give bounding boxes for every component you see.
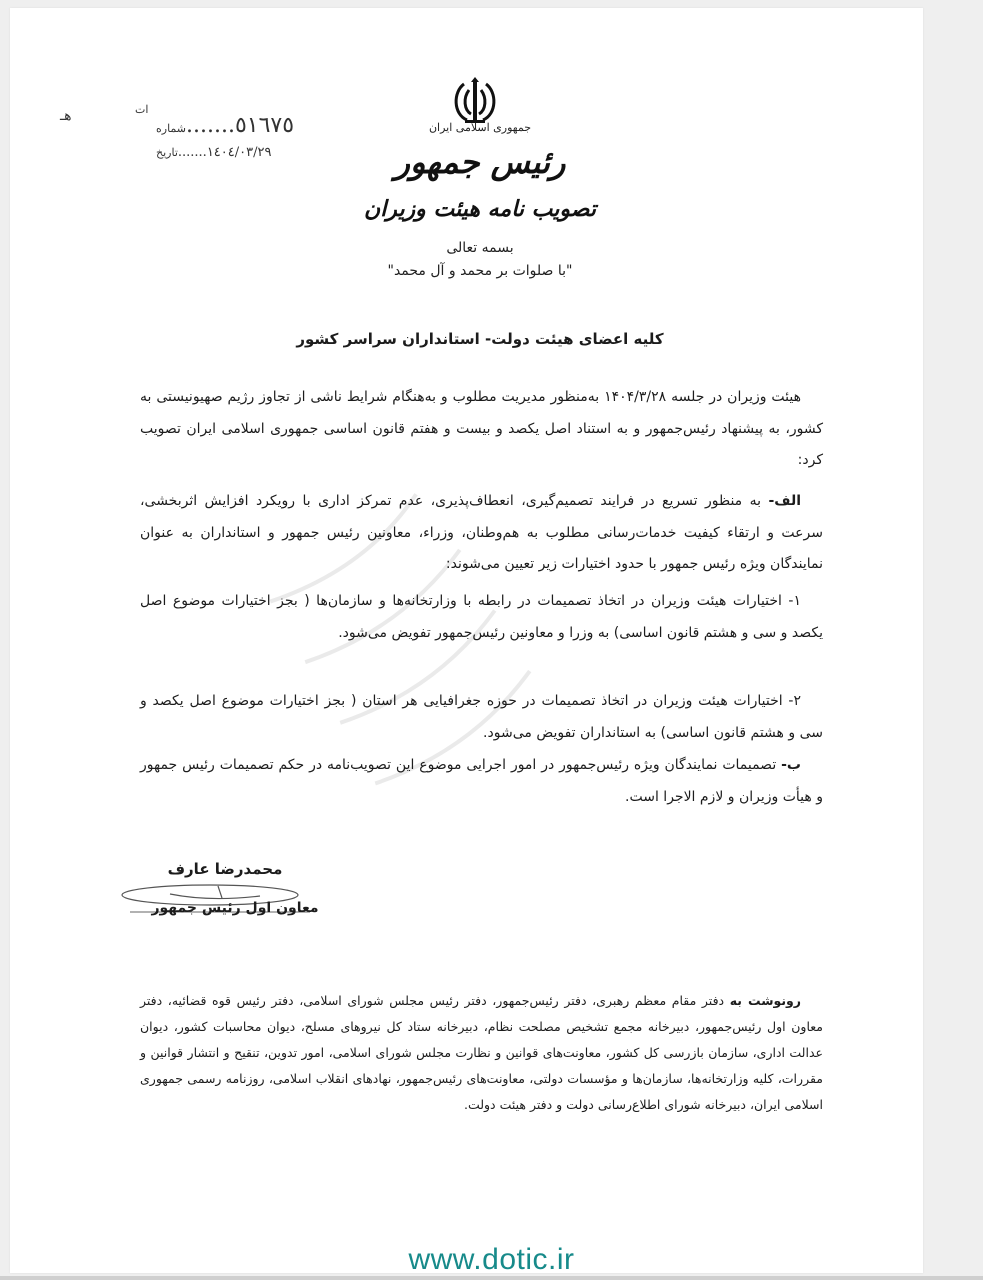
republic-title: جمهوری اسلامی ایران bbox=[428, 121, 532, 134]
paragraph-item-1: ۱- اختیارات هیئت وزیران در اتخاذ تصمیمات در رابطه با وزارتخانه‌ها و سازمان‌ها ( بجز اختیارات موضوع اصل یکصد و سی و هشتم قانون اساسی) به وزرا و معاونین رئیس‌جمهور تفویض می‌شود. bbox=[140, 593, 823, 641]
signatory-name: محمدرضا عارف bbox=[167, 860, 283, 878]
cc-label: رونوشت به bbox=[729, 993, 801, 1008]
be-label: ب- bbox=[781, 757, 802, 773]
president-title: رئیس جمهور bbox=[394, 143, 566, 181]
letter-number-label: شماره bbox=[156, 122, 187, 135]
alef-text: به منظور تسریع در فرایند تصمیم‌گیری، انعطاف‌پذیری، عدم تمرکز اداری با رویکرد افزایش اثربخشی، سرعت و ارتقاء کیفیت خدمات‌رسانی مطلوب به هم‌وطنان، وزراء، معاونین رئیس جمهور و استانداران به عنوان نمایندگان ویژه رئیس جمهور با حدود اختیارات زیر تعیین می‌شوند: bbox=[140, 493, 823, 572]
cc-text: دفتر مقام معظم رهبری، دفتر رئیس‌جمهور، دفتر رئیس مجلس شورای اسلامی، دفتر رئیس قوه قضائیه، دفتر معاون اول رئیس‌جمهور، دبیرخانه مجمع تشخیص مصلحت نظام، دبیرخانه ستاد کل نیروهای مسلح، دیوان محاسبات کشور، دیوان عدالت اداری، سازمان بازرسی کل کشور، معاونت‌های قوانین و نظارت مجلس شورای اسلامی، امور تدوین، تنقیح و انتشار قوانین و مقررات، کلیه وزارتخانه‌ها، سازمان‌ها و مؤسسات دولتی، معاونت‌های رئیس‌جمهور، نهادهای انقلاب اسلامی، روزنامه رسمی جمهوری اسلامی ایران، دبیرخانه شورای اطلاع‌رسانی دولت و دفتر هیئت دولت. bbox=[140, 993, 823, 1112]
bottom-edge-divider bbox=[0, 1276, 983, 1280]
be-text: تصمیمات نمایندگان ویژه رئیس‌جمهور در امور اجرایی موضوع این تصویب‌نامه در حکم تصمیمات رئیس جمهور و هیأت وزیران و لازم الاجرا است. bbox=[140, 757, 823, 805]
cc-block bbox=[140, 988, 823, 1118]
paragraph-alef bbox=[140, 486, 823, 581]
paragraph-be bbox=[140, 750, 823, 813]
paragraph-intro: هیئت وزیران در جلسه ۱۴۰۴/۳/۲۸ به‌منظور مدیریت مطلوب و به‌هنگام شرایط ناشی از تجاوز رژیم صهیونیستی به کشور، به پیشنهاد رئیس‌جمهور و به استناد اصل یکصد و بیست و هفتم قانون اساسی جمهوری اسلامی ایران تصویب کرد: bbox=[140, 389, 823, 468]
salawat: "با صلوات بر محمد و آل محمد" bbox=[387, 263, 573, 279]
letter-number bbox=[150, 113, 294, 138]
paragraph-item-2: ۲- اختیارات هیئت وزیران در اتخاذ تصمیمات در حوزه جغرافیایی هر استان ( بجز اختیارات موضوع اصل یکصد و سی و هشتم قانون اساسی) به استانداران تفویض می‌شود. bbox=[140, 693, 823, 741]
ref-prefix: هـ bbox=[60, 108, 72, 124]
letter-date-label: تاریخ bbox=[156, 146, 178, 159]
reference-block bbox=[60, 103, 295, 183]
source-url-link[interactable]: www.dotic.ir bbox=[408, 1243, 575, 1276]
resolution-title: تصویب نامه هیئت وزیران bbox=[364, 196, 596, 222]
recipient-line: کلیه اعضای هیئت دولت- استانداران سراسر کشور bbox=[296, 330, 664, 348]
letter-date-value: ١٤٠٤/٠٣/٢٩....... bbox=[177, 145, 272, 160]
letter-date bbox=[150, 145, 271, 160]
letter-number-value: ٥١٦٧٥....... bbox=[186, 113, 295, 138]
ref-suffix: ات bbox=[135, 103, 149, 116]
alef-label: الف- bbox=[768, 493, 802, 509]
bismillah: بسمه تعالی bbox=[446, 240, 514, 256]
signatory-title: معاون اول رئیس جمهور bbox=[151, 900, 319, 916]
